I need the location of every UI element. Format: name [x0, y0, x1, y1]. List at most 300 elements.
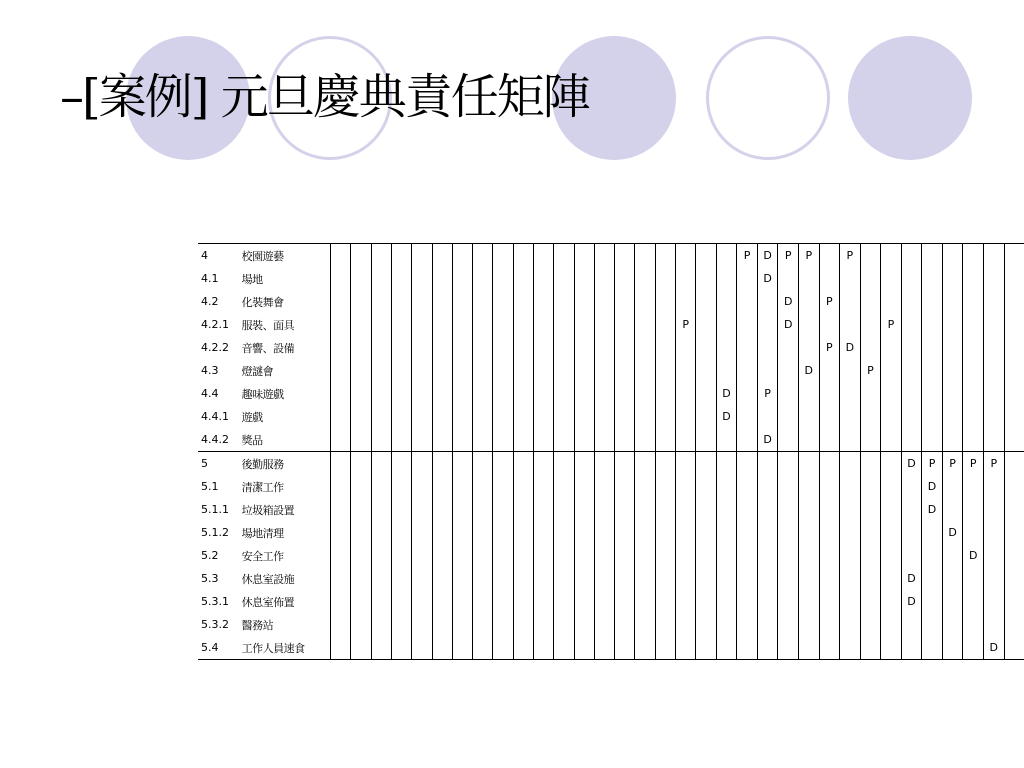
responsibility-cell [493, 475, 513, 498]
responsibility-cell [452, 452, 472, 476]
responsibility-cell [371, 475, 391, 498]
responsibility-cell [716, 590, 737, 613]
responsibility-cell [798, 336, 819, 359]
responsibility-cell: D [798, 359, 819, 382]
responsibility-cell [696, 544, 716, 567]
responsibility-cell [798, 382, 819, 405]
responsibility-cell [554, 244, 574, 268]
responsibility-cell [840, 313, 861, 336]
task-name: 燈謎會 [240, 359, 331, 382]
responsibility-cell [554, 590, 574, 613]
responsibility-cell [675, 336, 696, 359]
wbs-number: 5.1.1 [201, 503, 229, 516]
responsibility-cell: P [963, 452, 984, 476]
responsibility-cell [635, 336, 655, 359]
responsibility-cell [635, 428, 655, 452]
responsibility-cell [963, 382, 984, 405]
responsibility-cell [737, 544, 758, 567]
responsibility-cell [696, 267, 716, 290]
responsibility-cell [533, 636, 553, 660]
responsibility-cell [737, 313, 758, 336]
responsibility-cell [922, 567, 943, 590]
responsibility-cell [351, 267, 371, 290]
responsibility-cell [757, 359, 778, 382]
responsibility-cell [594, 636, 614, 660]
responsibility-cell [533, 267, 553, 290]
responsibility-cell [942, 244, 963, 268]
responsibility-cell [922, 544, 943, 567]
responsibility-cell [1004, 498, 1024, 521]
responsibility-cell [412, 359, 432, 382]
responsibility-cell [881, 359, 902, 382]
responsibility-cell: D [757, 244, 778, 268]
responsibility-cell [696, 498, 716, 521]
responsibility-cell [452, 636, 472, 660]
responsibility-cell [922, 382, 943, 405]
responsibility-cell [716, 636, 737, 660]
responsibility-cell [963, 521, 984, 544]
responsibility-cell [881, 290, 902, 313]
responsibility-cell [675, 590, 696, 613]
wbs-number: 4.1 [201, 272, 219, 285]
responsibility-cell [1004, 452, 1024, 476]
responsibility-cell [513, 590, 533, 613]
responsibility-cell [860, 267, 881, 290]
responsibility-cell [635, 244, 655, 268]
responsibility-cell [533, 544, 553, 567]
responsibility-cell [655, 613, 675, 636]
responsibility-cell [594, 382, 614, 405]
responsibility-cell [716, 336, 737, 359]
responsibility-cell [942, 313, 963, 336]
responsibility-cell [493, 290, 513, 313]
responsibility-cell [574, 428, 594, 452]
responsibility-cell [881, 521, 902, 544]
responsibility-cell: P [922, 452, 943, 476]
matrix-row [198, 613, 1024, 636]
responsibility-cell [331, 636, 351, 660]
wbs-number: 4 [198, 244, 240, 268]
responsibility-cell [594, 567, 614, 590]
responsibility-cell: P [983, 452, 1004, 476]
responsibility-cell [942, 428, 963, 452]
responsibility-cell [594, 475, 614, 498]
responsibility-cell [473, 428, 493, 452]
responsibility-cell [716, 498, 737, 521]
responsibility-cell [432, 313, 452, 336]
responsibility-cell: P [840, 244, 861, 268]
responsibility-cell [840, 636, 861, 660]
matrix-row [198, 590, 1024, 613]
responsibility-cell [351, 567, 371, 590]
responsibility-cell [840, 290, 861, 313]
responsibility-cell [635, 544, 655, 567]
responsibility-cell [798, 498, 819, 521]
responsibility-cell [513, 567, 533, 590]
task-name: 校園遊藝 [240, 244, 331, 268]
responsibility-cell [432, 567, 452, 590]
responsibility-cell [331, 290, 351, 313]
responsibility-cell: P [737, 244, 758, 268]
responsibility-cell [473, 590, 493, 613]
responsibility-cell [716, 244, 737, 268]
responsibility-cell [432, 452, 452, 476]
responsibility-cell [574, 313, 594, 336]
responsibility-cell [840, 428, 861, 452]
wbs-number: 4.4.1 [201, 410, 229, 423]
responsibility-cell [675, 521, 696, 544]
responsibility-cell [615, 636, 635, 660]
responsibility-cell [513, 382, 533, 405]
responsibility-cell [391, 405, 411, 428]
responsibility-cell [594, 428, 614, 452]
matrix-row [198, 244, 1024, 268]
responsibility-cell [737, 428, 758, 452]
responsibility-cell [675, 428, 696, 452]
responsibility-cell [594, 336, 614, 359]
responsibility-cell [351, 244, 371, 268]
responsibility-cell [963, 336, 984, 359]
responsibility-cell [881, 336, 902, 359]
responsibility-cell [860, 613, 881, 636]
responsibility-cell [696, 452, 716, 476]
responsibility-cell [922, 613, 943, 636]
responsibility-cell [533, 475, 553, 498]
responsibility-cell [860, 336, 881, 359]
responsibility-cell [615, 498, 635, 521]
responsibility-cell [615, 313, 635, 336]
responsibility-cell [881, 567, 902, 590]
responsibility-cell [473, 313, 493, 336]
responsibility-cell [473, 521, 493, 544]
responsibility-cell [737, 382, 758, 405]
responsibility-cell [983, 405, 1004, 428]
responsibility-cell [840, 544, 861, 567]
wbs-number: 5.1.2 [201, 526, 229, 539]
responsibility-cell: P [881, 313, 902, 336]
responsibility-cell [716, 359, 737, 382]
responsibility-cell [615, 244, 635, 268]
responsibility-cell [432, 359, 452, 382]
responsibility-cell: P [778, 244, 799, 268]
responsibility-cell [473, 636, 493, 660]
responsibility-cell [757, 636, 778, 660]
matrix-row [198, 475, 1024, 498]
responsibility-cell [963, 475, 984, 498]
responsibility-cell [696, 636, 716, 660]
responsibility-cell [533, 498, 553, 521]
responsibility-cell [819, 244, 840, 268]
task-name: 清潔工作 [240, 475, 331, 498]
responsibility-cell [860, 382, 881, 405]
responsibility-cell [635, 313, 655, 336]
responsibility-cell [554, 475, 574, 498]
responsibility-cell [798, 267, 819, 290]
responsibility-cell [696, 613, 716, 636]
responsibility-cell [942, 336, 963, 359]
responsibility-cell [351, 521, 371, 544]
wbs-number: 5.1 [201, 480, 219, 493]
responsibility-cell [819, 475, 840, 498]
responsibility-cell [778, 590, 799, 613]
responsibility-cell [513, 452, 533, 476]
responsibility-cell [675, 405, 696, 428]
responsibility-cell [696, 567, 716, 590]
responsibility-cell [371, 244, 391, 268]
responsibility-cell [1004, 336, 1024, 359]
responsibility-cell [331, 498, 351, 521]
responsibility-cell [412, 521, 432, 544]
responsibility-cell [371, 567, 391, 590]
responsibility-cell [655, 336, 675, 359]
responsibility-cell [655, 359, 675, 382]
responsibility-cell [819, 267, 840, 290]
responsibility-matrix [198, 243, 1024, 660]
responsibility-cell [533, 567, 553, 590]
responsibility-cell [412, 336, 432, 359]
responsibility-cell [513, 405, 533, 428]
responsibility-cell [635, 636, 655, 660]
responsibility-cell [473, 382, 493, 405]
responsibility-cell [391, 590, 411, 613]
responsibility-cell [983, 313, 1004, 336]
matrix-row [198, 382, 1024, 405]
responsibility-cell [493, 521, 513, 544]
responsibility-cell [901, 405, 922, 428]
task-name: 場地清理 [240, 521, 331, 544]
responsibility-cell [554, 452, 574, 476]
responsibility-cell [655, 428, 675, 452]
responsibility-cell [452, 405, 472, 428]
responsibility-cell [778, 405, 799, 428]
responsibility-cell [819, 521, 840, 544]
responsibility-cell [778, 382, 799, 405]
responsibility-cell [655, 636, 675, 660]
responsibility-cell [412, 475, 432, 498]
responsibility-cell [473, 567, 493, 590]
task-name: 趣味遊戲 [240, 382, 331, 405]
responsibility-cell [452, 567, 472, 590]
responsibility-cell [574, 267, 594, 290]
responsibility-cell [860, 590, 881, 613]
responsibility-cell [635, 405, 655, 428]
responsibility-cell [675, 244, 696, 268]
task-name: 場地 [240, 267, 331, 290]
responsibility-cell [737, 405, 758, 428]
responsibility-cell [696, 313, 716, 336]
responsibility-cell [798, 290, 819, 313]
responsibility-cell [983, 267, 1004, 290]
responsibility-cell: D [778, 290, 799, 313]
responsibility-cell [351, 590, 371, 613]
responsibility-cell [942, 290, 963, 313]
responsibility-cell [452, 267, 472, 290]
responsibility-cell [554, 613, 574, 636]
responsibility-cell [574, 475, 594, 498]
responsibility-cell [574, 498, 594, 521]
responsibility-cell [840, 267, 861, 290]
responsibility-cell [819, 567, 840, 590]
responsibility-cell [391, 382, 411, 405]
decor-circle-5 [848, 36, 972, 160]
responsibility-cell [1004, 244, 1024, 268]
responsibility-cell [1004, 405, 1024, 428]
responsibility-cell [554, 544, 574, 567]
responsibility-cell [452, 521, 472, 544]
responsibility-cell [412, 613, 432, 636]
responsibility-cell [983, 244, 1004, 268]
responsibility-cell [840, 452, 861, 476]
responsibility-cell [615, 405, 635, 428]
task-name: 休息室設施 [240, 567, 331, 590]
responsibility-cell [412, 567, 432, 590]
responsibility-cell [412, 452, 432, 476]
responsibility-cell [963, 567, 984, 590]
responsibility-cell [452, 613, 472, 636]
responsibility-cell [615, 452, 635, 476]
responsibility-cell [432, 475, 452, 498]
matrix-row [198, 290, 1024, 313]
responsibility-cell [391, 544, 411, 567]
responsibility-cell [922, 359, 943, 382]
responsibility-cell [533, 405, 553, 428]
wbs-number: 4.4.2 [198, 428, 240, 452]
task-name: 遊戲 [240, 405, 331, 428]
responsibility-cell [391, 313, 411, 336]
responsibility-cell [901, 244, 922, 268]
responsibility-cell [757, 590, 778, 613]
responsibility-cell [391, 290, 411, 313]
responsibility-cell [696, 590, 716, 613]
responsibility-cell [655, 498, 675, 521]
wbs-number: 4.4 [201, 387, 219, 400]
responsibility-cell [860, 405, 881, 428]
responsibility-cell [432, 544, 452, 567]
responsibility-cell [574, 544, 594, 567]
responsibility-cell [922, 636, 943, 660]
responsibility-cell [533, 313, 553, 336]
responsibility-cell [493, 544, 513, 567]
responsibility-cell [432, 267, 452, 290]
responsibility-cell [757, 498, 778, 521]
responsibility-cell: P [942, 452, 963, 476]
responsibility-cell [655, 290, 675, 313]
responsibility-cell [942, 475, 963, 498]
responsibility-cell [493, 336, 513, 359]
responsibility-cell: D [757, 428, 778, 452]
responsibility-cell [554, 336, 574, 359]
responsibility-cell: P [860, 359, 881, 382]
responsibility-cell [963, 498, 984, 521]
responsibility-cell [493, 636, 513, 660]
responsibility-cell [983, 336, 1004, 359]
responsibility-cell [351, 475, 371, 498]
responsibility-cell [473, 544, 493, 567]
responsibility-cell [493, 382, 513, 405]
responsibility-cell [798, 313, 819, 336]
responsibility-cell [391, 244, 411, 268]
responsibility-cell [594, 521, 614, 544]
responsibility-cell [554, 521, 574, 544]
responsibility-cell [533, 290, 553, 313]
responsibility-cell [922, 290, 943, 313]
responsibility-cell [655, 475, 675, 498]
responsibility-cell [473, 613, 493, 636]
responsibility-cell [574, 613, 594, 636]
responsibility-cell [922, 521, 943, 544]
matrix-row [198, 405, 1024, 428]
responsibility-cell [798, 567, 819, 590]
responsibility-cell [473, 475, 493, 498]
responsibility-cell [655, 267, 675, 290]
responsibility-cell [798, 590, 819, 613]
wbs-number: 5 [198, 452, 240, 476]
responsibility-cell [983, 567, 1004, 590]
wbs-number: 5.4 [198, 636, 240, 660]
responsibility-cell [615, 428, 635, 452]
responsibility-cell: D [716, 405, 737, 428]
responsibility-cell [778, 544, 799, 567]
responsibility-cell [716, 567, 737, 590]
responsibility-cell [371, 498, 391, 521]
responsibility-cell [391, 359, 411, 382]
responsibility-cell: D [922, 498, 943, 521]
responsibility-cell [901, 313, 922, 336]
responsibility-cell [778, 267, 799, 290]
responsibility-cell [635, 498, 655, 521]
responsibility-cell [737, 613, 758, 636]
responsibility-cell [778, 636, 799, 660]
responsibility-cell [757, 313, 778, 336]
responsibility-cell [819, 313, 840, 336]
responsibility-cell [635, 590, 655, 613]
responsibility-cell [533, 521, 553, 544]
responsibility-cell [1004, 544, 1024, 567]
responsibility-cell [412, 267, 432, 290]
responsibility-cell [594, 359, 614, 382]
responsibility-cell [513, 359, 533, 382]
responsibility-cell [716, 613, 737, 636]
responsibility-cell: D [778, 313, 799, 336]
responsibility-cell [881, 267, 902, 290]
responsibility-cell [757, 475, 778, 498]
responsibility-cell [331, 613, 351, 636]
responsibility-cell [513, 267, 533, 290]
responsibility-cell [432, 336, 452, 359]
responsibility-cell [798, 613, 819, 636]
responsibility-cell [615, 336, 635, 359]
responsibility-cell [963, 590, 984, 613]
responsibility-cell [554, 428, 574, 452]
responsibility-cell [1004, 521, 1024, 544]
responsibility-cell [901, 613, 922, 636]
responsibility-cell [412, 636, 432, 660]
responsibility-cell [860, 498, 881, 521]
responsibility-cell [432, 498, 452, 521]
responsibility-cell [594, 313, 614, 336]
responsibility-cell [351, 382, 371, 405]
responsibility-cell [412, 428, 432, 452]
responsibility-cell [391, 267, 411, 290]
responsibility-cell [716, 521, 737, 544]
responsibility-cell [737, 290, 758, 313]
responsibility-cell [840, 359, 861, 382]
responsibility-cell [1004, 428, 1024, 452]
responsibility-cell [371, 359, 391, 382]
responsibility-cell [473, 452, 493, 476]
responsibility-cell [635, 382, 655, 405]
responsibility-cell [432, 521, 452, 544]
